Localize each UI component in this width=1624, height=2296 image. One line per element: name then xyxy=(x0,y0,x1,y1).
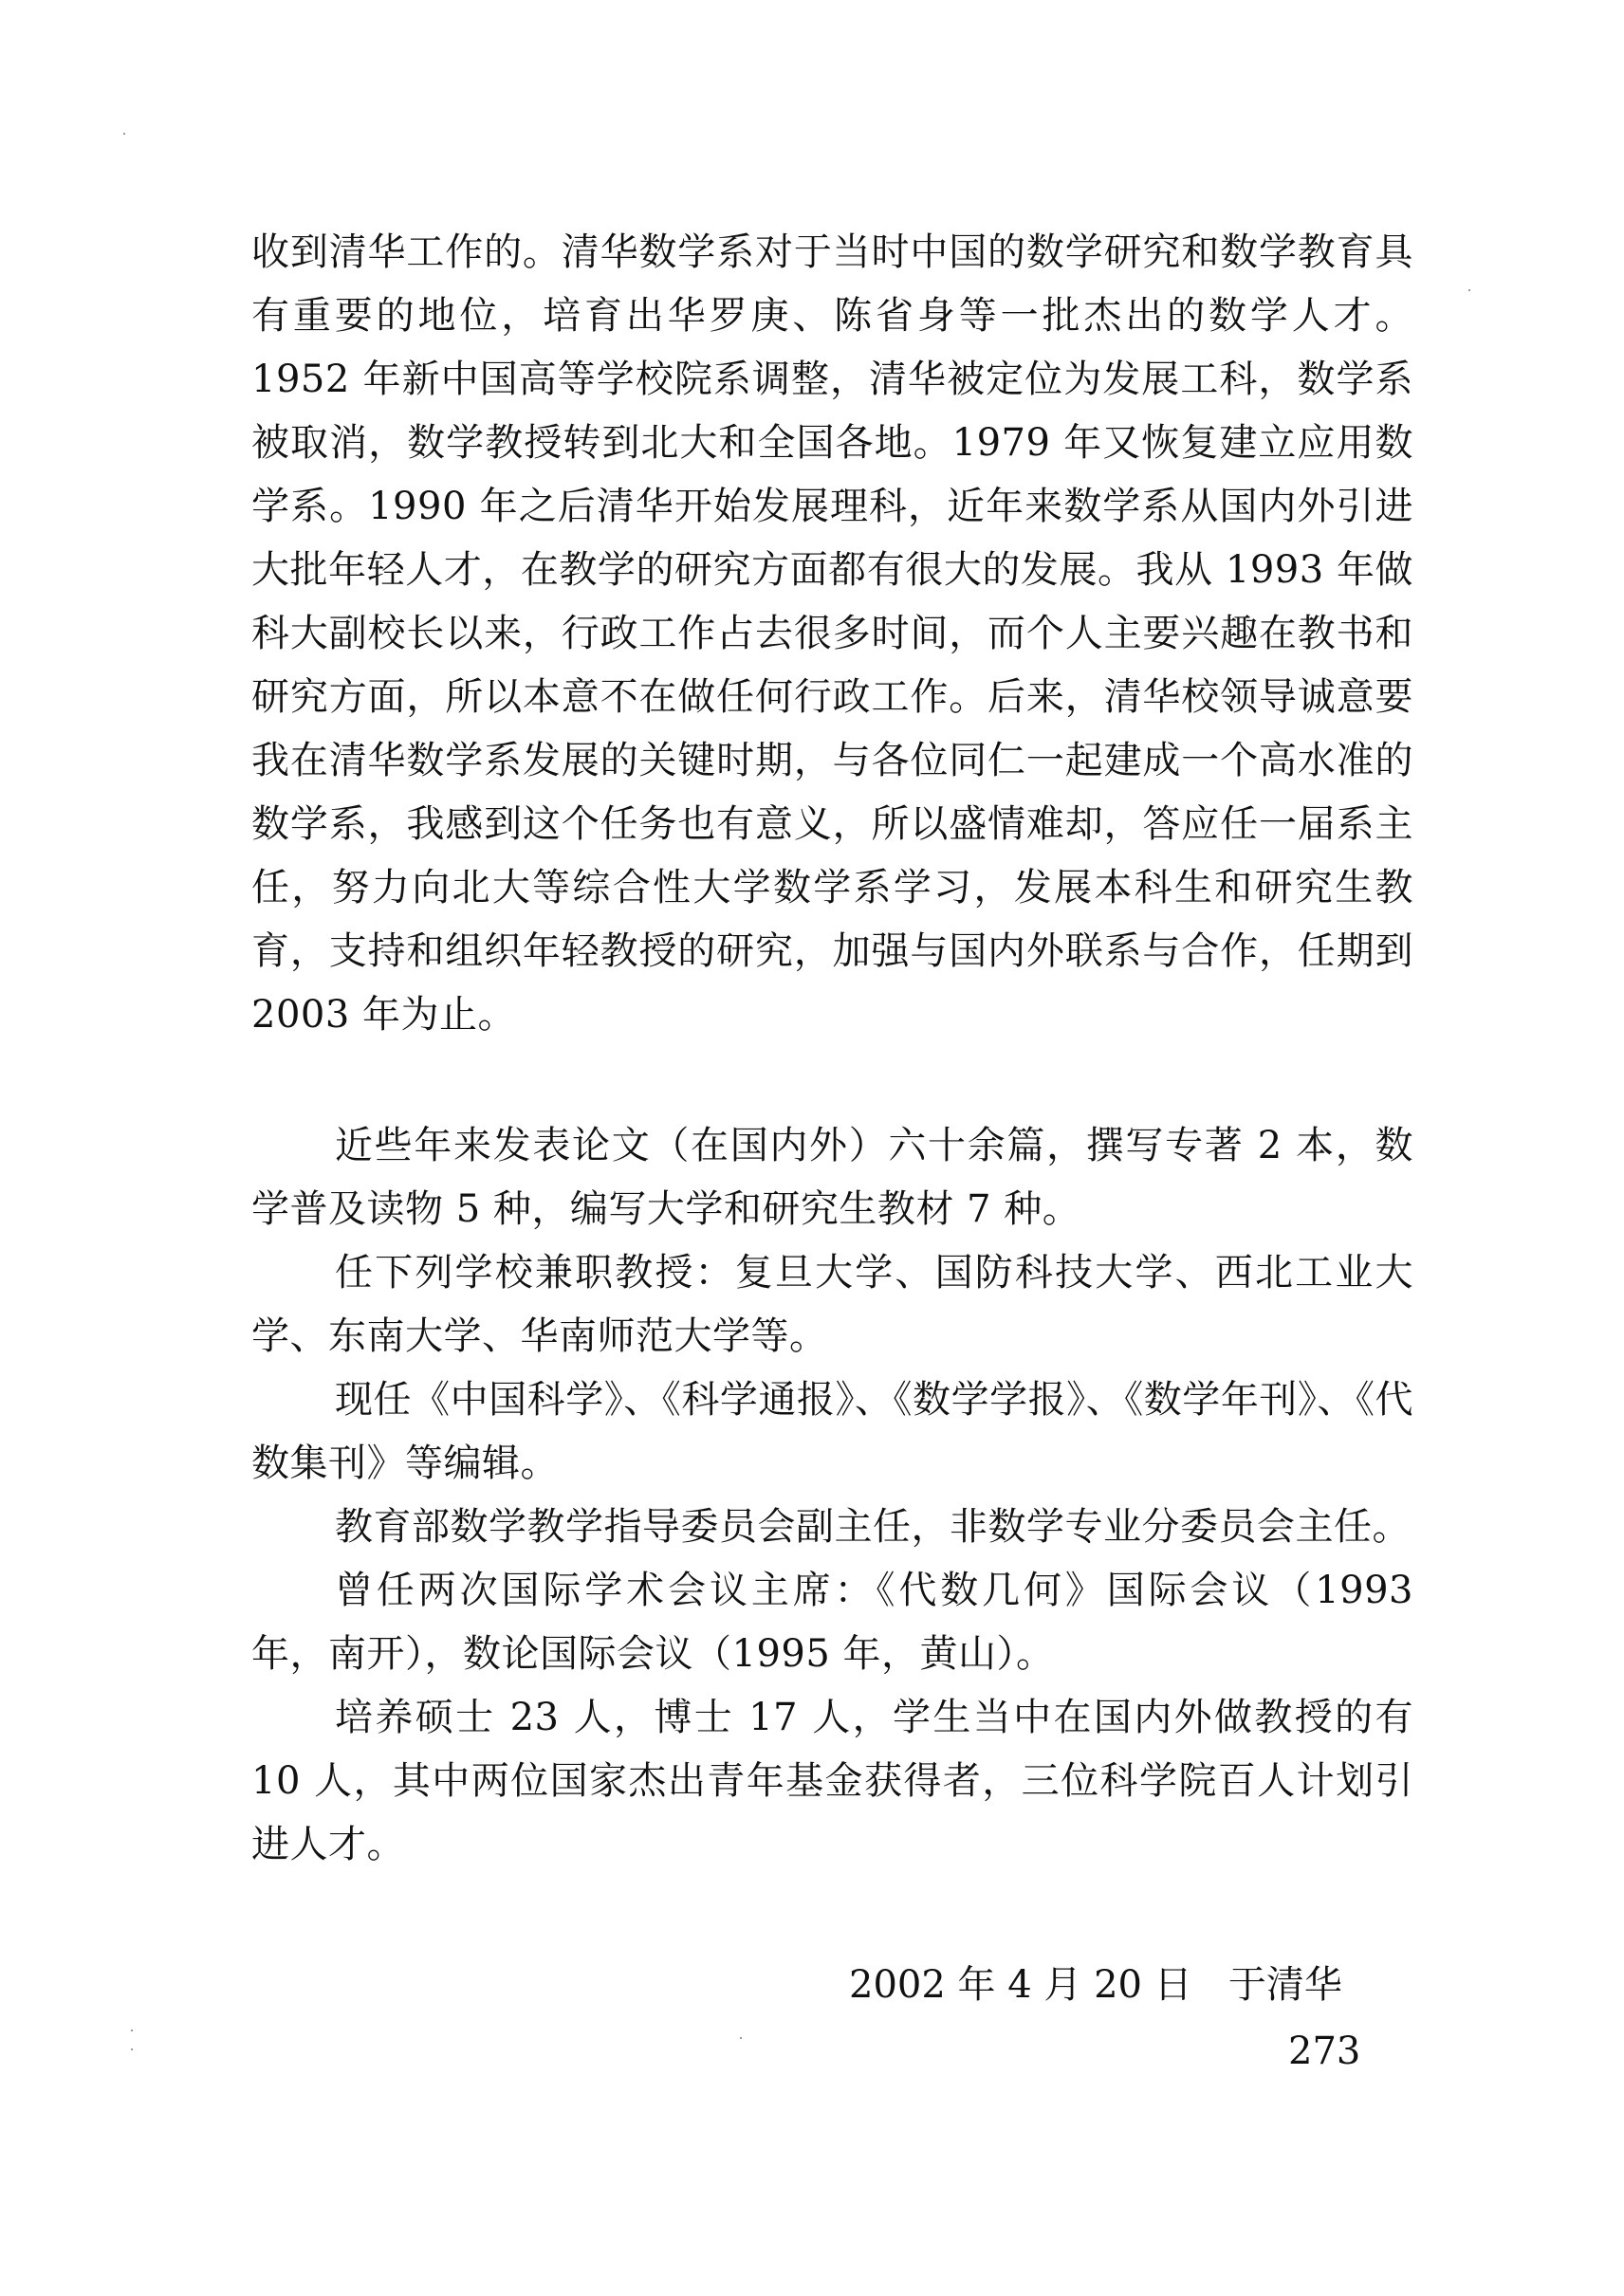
scan-speck xyxy=(131,2048,133,2050)
list-item: 任下列学校兼职教授：复旦大学、国防科技大学、西北工业大学、东南大学、华南师范大学等。 xyxy=(251,1251,1413,1358)
list-item: 近些年来发表论文（在国内外）六十余篇，撰写专著 2 本，数学普及读物 5 种，编写大学和研究生教材 7 种。 xyxy=(251,1124,1413,1231)
list-item: 现任《中国科学》、《科学通报》、《数学学报》、《数学年刊》、《代数集刊》等编辑。 xyxy=(251,1378,1413,1485)
scan-speck xyxy=(740,2037,742,2039)
scan-speck xyxy=(123,133,125,135)
list-item: 教育部数学教学指导委员会副主任，非数学专业分委员会主任。 xyxy=(335,1505,1411,1549)
page-number: 273 xyxy=(1288,2030,1361,2073)
date-signature: 2002 年 4 月 20 日 于清华 xyxy=(849,1963,1342,2007)
achievements-list xyxy=(251,1114,1413,1877)
list-item: 培养硕士 23 人，博士 17 人，学生当中在国内外做教授的有 10 人，其中两位国家杰出青年基金获得者，三位科学院百人计划引进人才。 xyxy=(251,1696,1413,1866)
body-paragraph-1: 收到清华工作的。清华数学系对于当时中国的数学研究和数学教育具有重要的地位，培育出华罗庚、陈省身等一批杰出的数学人才。1952 年新中国高等学校院系调整，清华被定位为发展工科，数学系被取消，数学教授转到北大和全国各地。1979 年又恢复建立应用数学系。1990 年之后清华开始发展理科，近年来数学系从国内外引进大批年轻人才，在教学的研究方面都有很大的发展。我从 1993 年做科大副校长以来，行政工作占去很多时间，而个人主要兴趣在教书和研究方面，所以本意不在做任何行政工作。后来，清华校领导诚意要我在清华数学系发展的关键时期，与各位同仁一起建成一个高水准的数学系，我感到这个任务也有意义，所以盛情难却，答应任一届系主任，努力向北大等综合性大学数学系学习，发展本科生和研究生教育，支持和组织年轻教授的研究，加强与国内外联系与合作，任期到 2003 年为止。 xyxy=(251,230,1413,1037)
scan-speck xyxy=(131,2030,133,2031)
list-item: 曾任两次国际学术会议主席：《代数几何》国际会议（1993 年，南开），数论国际会议（1995 年，黄山）。 xyxy=(251,1569,1413,1676)
scan-speck xyxy=(1468,289,1470,291)
